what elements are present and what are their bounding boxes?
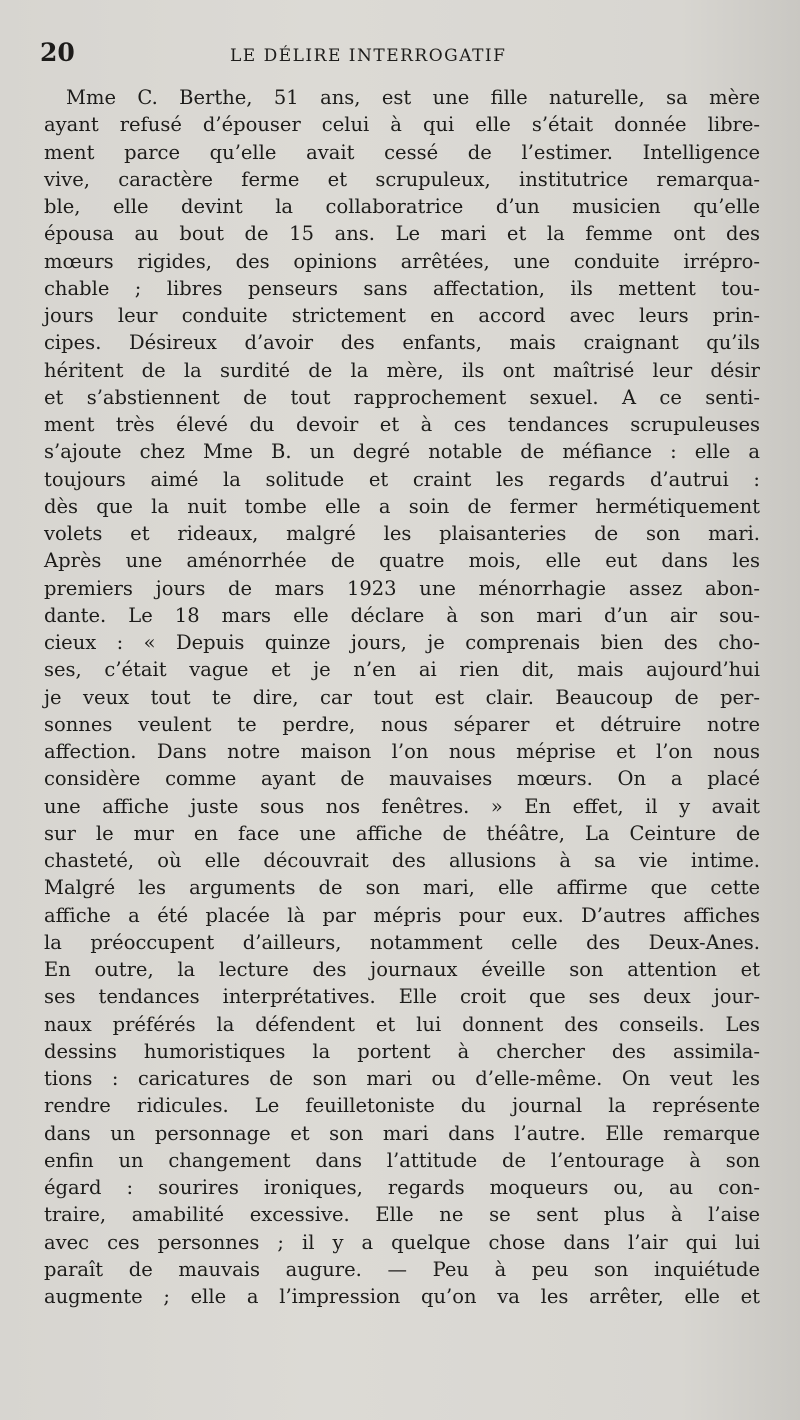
text-line: je veux tout te dire, car tout est clair. Beaucoup de per-	[44, 685, 760, 709]
running-title: LE DÉLIRE INTERROGATIF	[230, 46, 507, 66]
text-line: ayant refusé d’épouser celui à qui elle s’était donnée libre-	[44, 113, 760, 137]
text-line: ment très élevé du devoir et à ces tendances scrupuleuses	[44, 413, 760, 436]
text-line: considère comme ayant de mauvaises mœurs. On a placé	[44, 767, 760, 791]
text-line: affiche a été placée là par mépris pour eux. D’autres affiches	[44, 903, 760, 927]
text-line: cieux : « Depuis quinze jours, je comprenais bien des cho-	[44, 631, 760, 654]
text-line: affection. Dans notre maison l’on nous méprise et l’on nous	[44, 740, 760, 763]
text-line: En outre, la lecture des journaux éveille son attention et	[44, 958, 760, 981]
text-line: dessins humoristiques la portent à chercher des assimila-	[44, 1039, 760, 1063]
text-line: dante. Le 18 mars elle déclare à son mari d’un air sou-	[44, 603, 760, 627]
page-number: 20	[40, 38, 75, 67]
text-line: s’ajoute chez Mme B. un degré notable de méfiance : elle a	[44, 440, 760, 464]
text-line: sonnes veulent te perdre, nous séparer et détruire notre	[44, 712, 760, 736]
text-line: paraît de mauvais augure. — Peu à peu son inquiétude	[44, 1257, 760, 1281]
text-line: épousa au bout de 15 ans. Le mari et la femme ont des	[44, 222, 760, 246]
text-line: héritent de la surdité de la mère, ils ont maîtrisé leur désir	[44, 358, 760, 382]
text-line: naux préférés la défendent et lui donnent des conseils. Les	[44, 1012, 760, 1036]
text-line: tions : caricatures de son mari ou d’elle-même. On veut les	[44, 1067, 760, 1090]
text-line: égard : sourires ironiques, regards moqueurs ou, au con-	[44, 1176, 760, 1199]
text-line: et s’abstiennent de tout rapprochement sexuel. A ce senti-	[44, 385, 760, 409]
text-line: sur le mur en face une affiche de théâtre, La Ceinture de	[44, 821, 760, 845]
text-line: traire, amabilité excessive. Elle ne se sent plus à l’aise	[44, 1203, 760, 1227]
text-line: rendre ridicules. Le feuilletoniste du journal la représente	[44, 1094, 760, 1118]
text-line: enfin un changement dans l’attitude de l’entourage à son	[44, 1148, 760, 1172]
text-line: une affiche juste sous nos fenêtres. » En effet, il y avait	[44, 794, 760, 818]
text-line: Malgré les arguments de son mari, elle affirme que cette	[44, 876, 760, 900]
text-line: dans un personnage et son mari dans l’autre. Elle remarque	[44, 1121, 760, 1145]
text-line: vive, caractère ferme et scrupuleux, institutrice remarqua-	[44, 167, 760, 191]
text-line: jours leur conduite strictement en accord avec leurs prin-	[44, 304, 760, 327]
text-line: ble, elle devint la collaboratrice d’un musicien qu’elle	[44, 195, 760, 218]
text-line: toujours aimé la solitude et craint les regards d’autrui :	[44, 467, 760, 491]
body-text	[44, 84, 760, 1310]
text-line: avec ces personnes ; il y a quelque chose dans l’air qui lui	[44, 1230, 760, 1254]
page-header	[40, 38, 760, 74]
text-line: volets et rideaux, malgré les plaisanteries de son mari.	[44, 522, 760, 545]
text-line: chable ; libres penseurs sans affectation, ils mettent tou-	[44, 276, 760, 300]
text-line: dès que la nuit tombe elle a soin de fermer hermétiquement	[44, 494, 760, 518]
text-line: Mme C. Berthe, 51 ans, est une fille naturelle, sa mère	[66, 86, 760, 109]
text-line: ses, c’était vague et je n’en ai rien dit, mais aujourd’hui	[44, 658, 760, 682]
text-line: chasteté, où elle découvrait des allusions à sa vie intime.	[44, 849, 760, 872]
text-line: cipes. Désireux d’avoir des enfants, mais craignant qu’ils	[44, 331, 760, 355]
text-line: Après une aménorrhée de quatre mois, elle eut dans les	[44, 549, 760, 573]
text-line: ses tendances interprétatives. Elle croit que ses deux jour-	[44, 985, 760, 1009]
text-line: premiers jours de mars 1923 une ménorrhagie assez abon-	[44, 576, 760, 600]
text-line: la préoccupent d’ailleurs, notamment celle des Deux-Anes.	[44, 930, 760, 954]
text-line: mœurs rigides, des opinions arrêtées, une conduite irrépro-	[44, 249, 760, 273]
text-line: ment parce qu’elle avait cessé de l’estimer. Intelligence	[44, 140, 760, 164]
text-line: augmente ; elle a l’impression qu’on va les arrêter, elle et	[44, 1285, 760, 1308]
